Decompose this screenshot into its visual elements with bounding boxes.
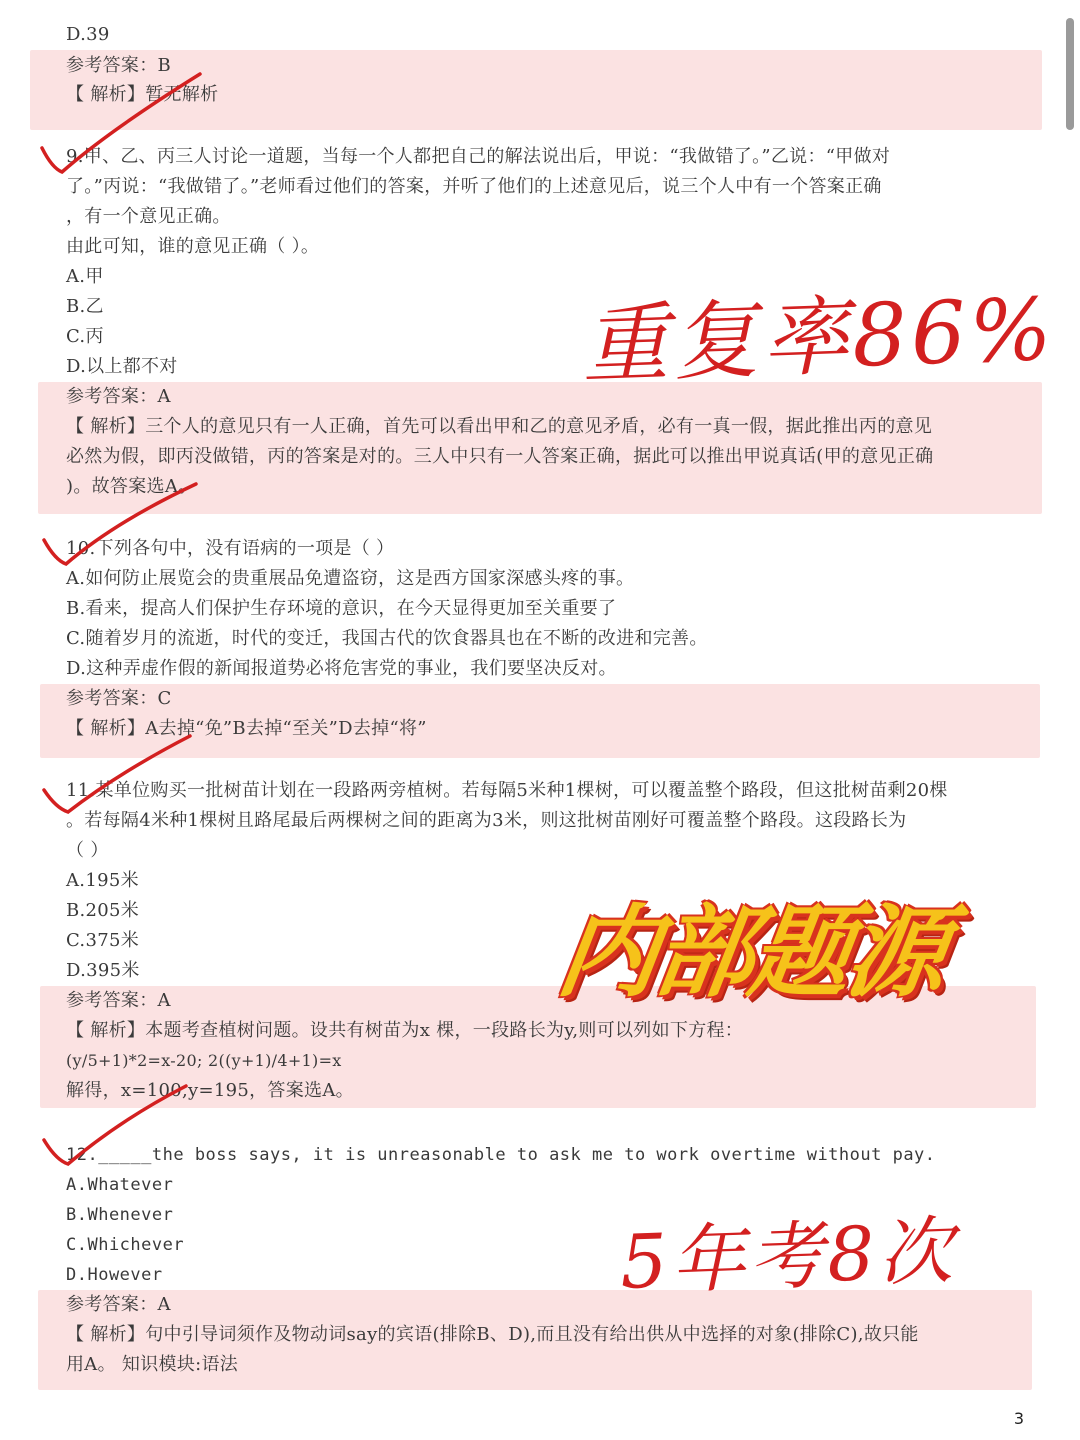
q9-stem-line2: 了。”丙说：“我做错了。”老师看过他们的答案，并听了他们的上述意见后，说三个人中有一个答案正确: [66, 176, 882, 197]
q9-answer: 参考答案：A: [66, 386, 171, 407]
q11-answer: 参考答案：A: [66, 990, 171, 1011]
check-mark-q10: [44, 484, 196, 564]
q11-analysis-line1: 【 解析】本题考查植树问题。设共有树苗为x 棵，一段路长为y,则可以列如下方程：: [66, 1020, 744, 1041]
q12-analysis-line2: 用A。 知识模块:语法: [66, 1354, 239, 1375]
q8-analysis: 【 解析】暂无解析: [66, 84, 219, 105]
annotation-repeat-rate: 重复率86%: [580, 279, 1058, 397]
q11-analysis-line3: 解得，x=100,y=195，答案选A。: [66, 1080, 354, 1101]
q9-stem-line3: ，有一个意见正确。: [66, 206, 231, 227]
q10-stem: 10.下列各句中，没有语病的一项是（ ）: [66, 538, 395, 559]
q11-stem-line1: 11.某单位购买一批树苗计划在一段路两旁植树。若每隔5米种1棵树，可以覆盖整个路段，但这批树苗剩20棵: [66, 780, 948, 801]
q11-option-b: B.205米: [66, 900, 140, 921]
q9-analysis-line2: 必然为假，即丙没做错，丙的答案是对的。三人中只有一人答案正确，据此可以推出甲说真话(甲的意见正确: [66, 446, 934, 467]
q10-option-d: D.这种弄虚作假的新闻报道势必将危害党的事业，我们要坚决反对。: [66, 658, 617, 679]
q10-option-c: C.随着岁月的流逝，时代的变迁，我国古代的饮食器具也在不断的改进和完善。: [66, 628, 708, 649]
q9-analysis-line3: )。故答案选A。: [66, 476, 197, 497]
check-mark-q11: [44, 736, 190, 812]
q10-option-b: B.看来，提高人们保护生存环境的意识，在今天显得更加至关重要了: [66, 598, 617, 619]
check-mark-q12: [44, 1086, 186, 1164]
q10-option-a: A.如何防止展览会的贵重展品免遭盗窃，这是西方国家深感头疼的事。: [66, 568, 635, 589]
q12-answer: 参考答案：A: [66, 1294, 171, 1315]
q9-stem-line1: 9.甲、乙、丙三人讨论一道题，当每一个人都把自己的解法说出后，甲说：“我做错了。”乙说：“甲做对: [66, 146, 891, 167]
annotation-internal-source: 内部题源: [550, 894, 952, 1011]
q9-option-c: C.丙: [66, 326, 104, 347]
q11-option-c: C.375米: [66, 930, 140, 951]
page-number: 3: [1013, 1409, 1024, 1428]
q10-answer: 参考答案：C: [66, 688, 172, 709]
check-mark-q9: [42, 74, 200, 172]
q11-analysis-line2: (y/5+1)*2=x-20; 2((y+1)/4+1)=x: [66, 1051, 342, 1070]
q12-option-a: A.Whatever: [66, 1175, 174, 1195]
q9-option-d: D.以上都不对: [66, 356, 178, 377]
q12-stem: 12._____the boss says, it is unreasonable to ask me to work overtime without pay.: [66, 1145, 936, 1165]
q11-stem-line3: （ ）: [66, 840, 109, 861]
q11-stem-line2: 。若每隔4米种1棵树且路尾最后两棵树之间的距离为3米，则这批树苗刚好可覆盖整个路段。这段路长为: [66, 810, 907, 831]
q12-analysis-line1: 【 解析】句中引导词须作及物动词say的宾语(排除B、D),而且没有给出供从中选择的对象(排除C),故只能: [66, 1324, 919, 1345]
q9-option-a: A.甲: [66, 266, 104, 287]
annotation-five-years: 5年考8次: [618, 1208, 958, 1306]
q8-answer: 参考答案：B: [66, 55, 172, 76]
q12-option-c: C.Whichever: [66, 1235, 185, 1255]
q9-stem-line4: 由此可知，谁的意见正确（ ）。: [66, 236, 320, 257]
q12-option-b: B.Whenever: [66, 1205, 174, 1225]
scrollbar-thumb[interactable]: [1066, 18, 1074, 130]
q8-option-d: D.39: [66, 24, 110, 45]
q9-analysis-line1: 【 解析】三个人的意见只有一人正确，首先可以看出甲和乙的意见矛盾，必有一真一假，据此推出丙的意见: [66, 416, 933, 437]
q12-option-d: D.However: [66, 1265, 163, 1285]
q10-analysis: 【 解析】A去掉“免”B去掉“至关”D去掉“将”: [66, 718, 427, 739]
q11-option-a: A.195米: [66, 870, 139, 891]
q9-option-b: B.乙: [66, 296, 104, 317]
q11-option-d: D.395米: [66, 960, 140, 981]
